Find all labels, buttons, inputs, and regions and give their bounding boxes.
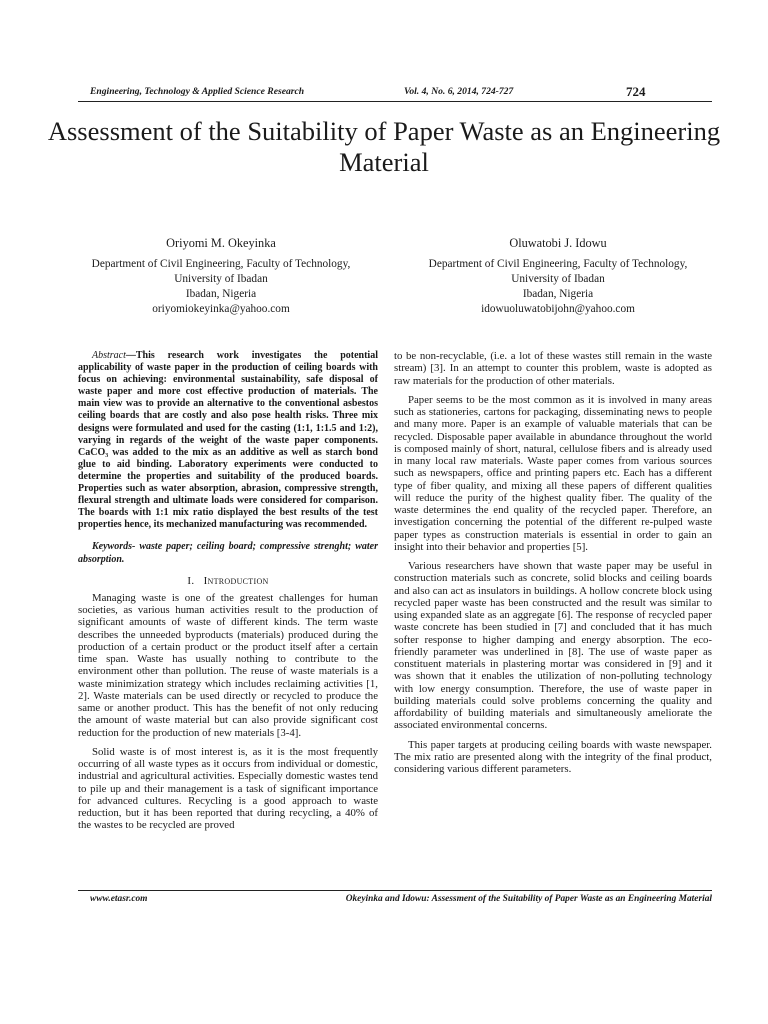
left-column xyxy=(78,350,378,839)
author-university: University of Ibadan xyxy=(511,273,605,285)
author-email: idowuoluwatobijohn@yahoo.com xyxy=(481,303,635,315)
abstract xyxy=(78,350,378,531)
section-heading xyxy=(78,575,378,587)
section-number: I. xyxy=(187,574,195,587)
footer-rule xyxy=(78,890,712,891)
volume-info: Vol. 4, No. 6, 2014, 724-727 xyxy=(404,86,514,97)
body-paragraph: Paper seems to be the most common as it is involved in many areas such as stationeries, cartons for packaging, disseminating news to people and many more. Paper is an example of valuable materials that can be recycled. Disposable paper available in abundance throughout the world is composed mainly of short, natural, cellulose fibers and is already used in many local raw materials. Waste paper comes from various sources such as newspapers, office and printing papers etc. Each has a different type of fiber quality, and mixing all these papers of different qualities will reduce the purity of the highest quality fiber. The quality of the waste determines the end quality of the recycled paper. Therefore, an investigation concerning the potential of the different re-pulped waste paper types as construction materials is essential in order to gain an insight into their behavior and properties [5]. xyxy=(394,393,712,553)
author-department: Department of Civil Engineering, Faculty of Technology, xyxy=(91,258,351,270)
author-block-2 xyxy=(408,236,708,317)
abstract-text: —This research work investigates the potential applicability of waste paper in the production of ceiling boards with focus on achieving: environmental sustainability, safe disposal of waste paper and more cost effective production of materials. The main view was to provide an alternative to the conventional asbestos ceiling boards that are costly and also pose health risks. Three mix designs were formulated and used for the casting (1:1, 1:1.5 and 1:2), varying in regards of the weight of the waste paper components. CaCO₃ was added to the mix as an additive as well as starch bond glue to aid binding. Laboratory experiments were conducted to determine the properties and suitability of the produced boards. Properties such as water absorption, abrasion, compressive strength, flexural strength and ultimate loads were considered for comparison. The boards with 1:1 mix ratio displayed the best results of the test properties hence, its mechanized manufacturing was recommended. xyxy=(78,350,378,531)
body-paragraph: Managing waste is one of the greatest challenges for human societies, as various human activities result to the production of significant amounts of waste of different kinds. The term waste describes the unneeded byproducts (materials) produced during the production of a certain product or the product itself after a certain time span. Waste has usually nothing to contribute to the environment other than pollution. The reuse of waste materials is a waste minimization strategy which includes reclaiming activities [1, 2]. Waste materials can be used directly or recycled to produce the same or another product. This has the benefit of not only reducing the amount of waste material but can also provide significant cost reduction for the production of new materials [3-4]. xyxy=(78,591,378,739)
right-column xyxy=(394,350,712,782)
keywords: Keywords- waste paper; ceiling board; compressive strenght; water absorption. xyxy=(78,541,378,565)
author-block-1 xyxy=(71,236,371,317)
header-rule xyxy=(78,101,712,102)
author-location: Ibadan, Nigeria xyxy=(522,288,594,300)
footer-citation: Okeyinka and Idowu: Assessment of the Suitability of Paper Waste as an Engineering Material xyxy=(345,894,712,904)
abstract-lead: Abstract xyxy=(92,350,126,361)
author-department: Department of Civil Engineering, Faculty of Technology, xyxy=(428,258,688,270)
body-paragraph: Solid waste is of most interest is, as it is the most frequently occurring of all waste types as it occurs from individual or domestic, industrial and agricultural activities. Especially domestic wastes tend to pile up and their management is a task of significant importance for advanced cultures. Recycling is a good approach to waste reduction, but it has been reported that during recycling, a 40% of the wastes to be recycled are proved xyxy=(78,745,378,832)
page-number: 724 xyxy=(626,84,646,99)
author-location: Ibadan, Nigeria xyxy=(185,288,257,300)
author-university: University of Ibadan xyxy=(174,273,268,285)
author-name: Oriyomi M. Okeyinka xyxy=(166,236,276,250)
journal-name: Engineering, Technology & Applied Science Research xyxy=(90,86,305,97)
author-name: Oluwatobi J. Idowu xyxy=(509,236,607,250)
paper-title: Assessment of the Suitability of Paper Waste as an Engineering Material xyxy=(47,116,721,177)
author-email: oriyomiokeyinka@yahoo.com xyxy=(152,303,290,315)
body-paragraph: This paper targets at producing ceiling boards with waste newspaper. The mix ratio are presented along with the integrity of the final product, considering various different parameters. xyxy=(394,738,712,775)
body-paragraph: to be non-recyclable, (i.e. a lot of these wastes still remain in the waste stream) [3]. In an attempt to counter this problem, waste is adopted as raw materials for the production of other materials. xyxy=(394,350,712,387)
section-title: Introduction xyxy=(203,574,269,587)
footer-website: www.etasr.com xyxy=(90,894,148,904)
body-paragraph: Various researchers have shown that waste paper may be useful in construction materials such as concrete, solid blocks and ceiling boards and also can act as insulators in buildings. A hollow concrete block using recycled paper waste has been constructed and the result was similar to using expanded slate as an aggregate [6]. The response of recycled paper waste concrete has been studied in [7] and concluded that it has much softer response to higher damping and energy absorption. The eco-friendly parameter was underlined in [8]. The use of waste paper as constituent materials in plastering mortar was considered in [9] and it was shown that it enables the utilization of non-polluting technology with low energy consumption. Therefore, the use of waste paper in building materials could solve problems concerning the quality and affordability of building materials and simultaneously ameliorate the associated environmental concerns. xyxy=(394,560,712,732)
